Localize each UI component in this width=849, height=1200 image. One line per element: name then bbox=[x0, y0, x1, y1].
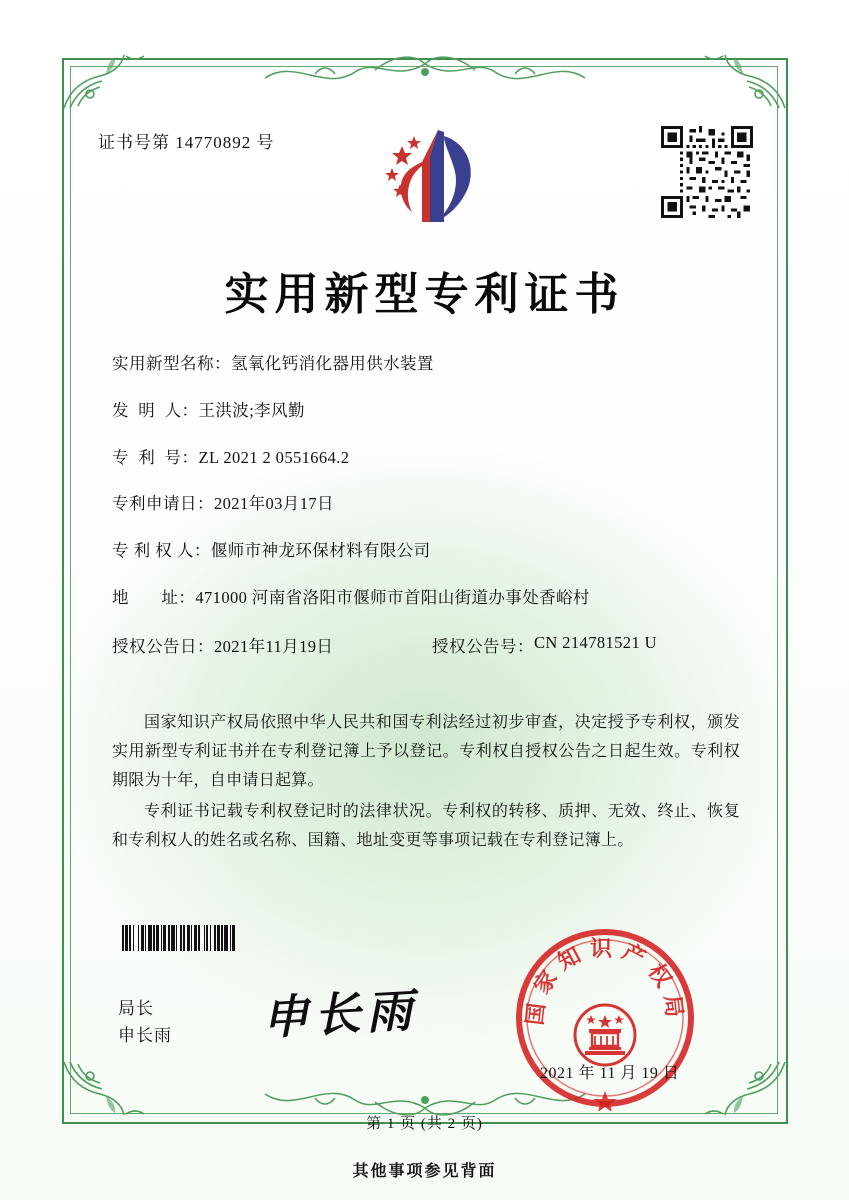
field-row-application-date bbox=[112, 492, 736, 517]
cnipa-logo-icon bbox=[378, 122, 486, 232]
field-label: 专利申请日： bbox=[112, 494, 214, 514]
grant-number-label: 授权公告号： bbox=[432, 636, 534, 656]
field-label: 专 利 权 人： bbox=[112, 541, 211, 560]
field-value: 2021年03月17日 bbox=[214, 494, 334, 514]
barcode-icon bbox=[122, 925, 338, 951]
grant-date-value: 2021年11月19日 bbox=[214, 636, 334, 656]
field-row-grant-announcement bbox=[112, 633, 736, 657]
field-row-patent-number bbox=[112, 446, 736, 471]
director-role-label: 局长 bbox=[118, 999, 154, 1018]
certificate-number: 证书号第 14770892 号 bbox=[98, 133, 275, 152]
grant-date-label: 授权公告日： bbox=[112, 636, 214, 656]
field-value: ZL 2021 2 0551664.2 bbox=[198, 447, 350, 467]
page-number: 第 1 页 (共 2 页) bbox=[366, 1116, 483, 1132]
legal-paragraph: 专利证书记载专利权登记时的法律状况。专利权的转移、质押、无效、终止、恢复和专利权人的姓名或名称、国籍、地址变更等事项记载在专利登记簿上。 bbox=[112, 803, 740, 849]
legal-paragraph: 国家知识产权局依照中华人民共和国专利法经过初步审查，决定授予专利权，颁发实用新型专利证书并在专利登记簿上予以登记。专利权自授权公告之日起生效。专利权期限为十年，自申请日起算。 bbox=[112, 714, 740, 789]
field-row-utility-model-name bbox=[112, 352, 736, 377]
field-row-inventor bbox=[112, 399, 736, 424]
top-flourish-ornament-icon bbox=[255, 48, 595, 94]
field-value: 氢氧化钙消化器用供水装置 bbox=[231, 354, 434, 373]
legal-text-block bbox=[112, 708, 740, 857]
page-title: 实用新型专利证书 bbox=[224, 269, 625, 320]
seal-date: 2021 年 11 月 19 日 bbox=[540, 1065, 680, 1082]
certificate-fields bbox=[112, 352, 736, 667]
field-value: 471000 河南省洛阳市偃师市首阳山街道办事处香峪村 bbox=[195, 587, 590, 607]
official-red-seal-icon bbox=[512, 925, 698, 1111]
field-value: 偃师市神龙环保材料有限公司 bbox=[210, 541, 431, 560]
field-label: 专 利 号： bbox=[112, 447, 199, 467]
field-label: 实用新型名称： bbox=[112, 354, 231, 373]
grant-number-value: CN 214781521 U bbox=[534, 632, 657, 652]
footer-note: 其他事项参见背面 bbox=[352, 1163, 497, 1180]
director-signature-block bbox=[118, 995, 172, 1049]
field-label: 发 明 人： bbox=[112, 400, 199, 420]
director-name-label: 申长雨 bbox=[118, 1026, 172, 1045]
field-value: 王洪波;李风勤 bbox=[198, 400, 305, 420]
handwritten-signature-icon: 申长雨 bbox=[260, 982, 420, 1046]
field-row-address bbox=[112, 586, 736, 611]
field-row-patentee bbox=[112, 539, 736, 564]
qr-code-icon bbox=[661, 126, 753, 218]
field-label: 地 址： bbox=[112, 587, 196, 607]
svg-text:国家知识产权局: 国家知识产权局 bbox=[521, 936, 689, 1027]
